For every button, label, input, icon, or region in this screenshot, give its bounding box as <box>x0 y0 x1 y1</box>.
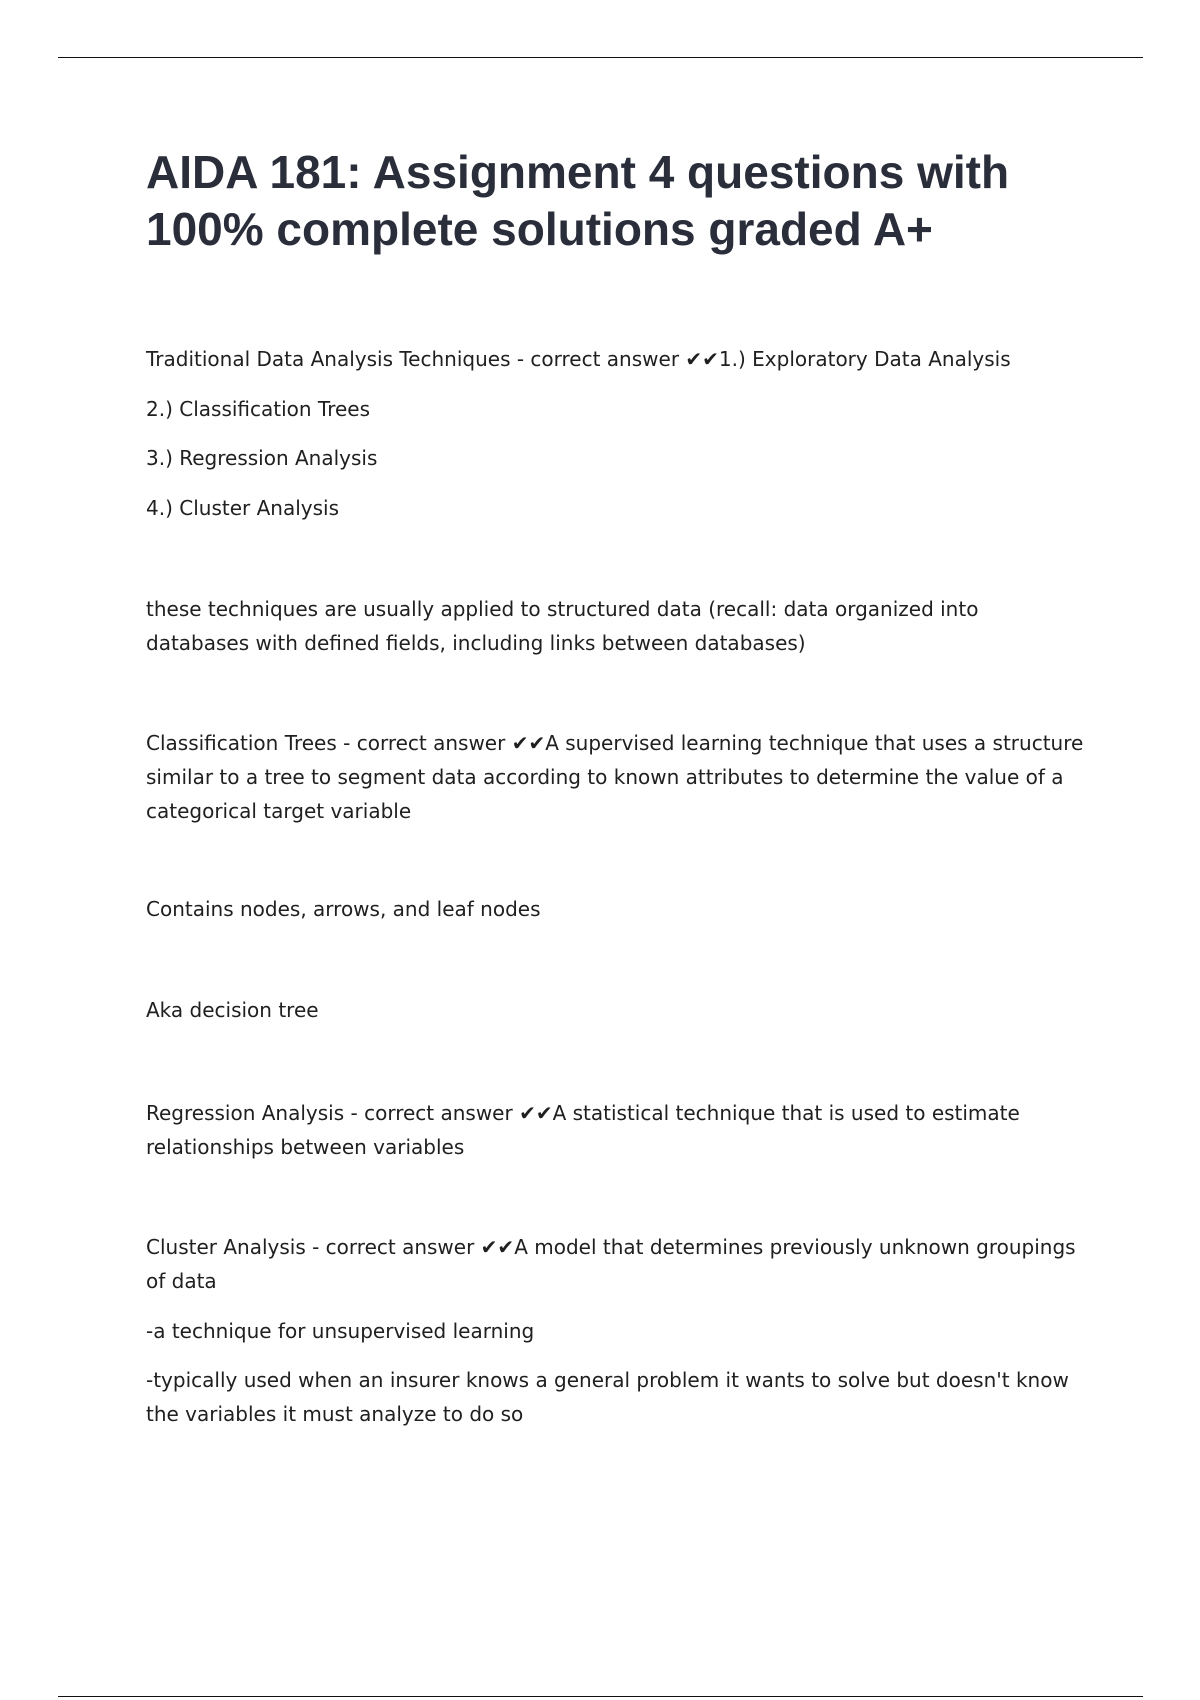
answer: A supervised learning technique that uses a structure similar to a tree to segment data according to known attributes to determine the value of a categorical target variable <box>146 731 1084 823</box>
flashcard-cluster-analysis <box>146 1230 1096 1431</box>
term: Traditional Data Analysis Techniques <box>146 347 511 371</box>
list-item: -typically used when an insurer knows a general problem it wants to solve but doesn't know the variables it must analyze to do so <box>146 1368 1069 1426</box>
answer: A model that determines previously unknown groupings of data <box>146 1235 1076 1293</box>
bottom-rule <box>58 1696 1143 1697</box>
separator: - correct answer <box>305 1235 481 1259</box>
question-line <box>146 726 1086 828</box>
top-rule <box>58 57 1143 58</box>
answer: A statistical technique that is used to estimate relationships between variables <box>146 1101 1020 1159</box>
list-item: 4.) Cluster Analysis <box>146 496 339 520</box>
page-title: AIDA 181: Assignment 4 questions with 100% complete solutions graded A+ <box>146 146 1010 255</box>
term: Regression Analysis <box>146 1101 345 1125</box>
term: Cluster Analysis <box>146 1235 306 1259</box>
check-icon: ✔✔ <box>480 1235 515 1259</box>
flashcard-classification-trees <box>146 726 1096 1022</box>
note: Aka decision tree <box>146 998 319 1022</box>
document-body <box>146 144 1096 1426</box>
flashcard-regression-analysis <box>146 1096 1096 1164</box>
question-line <box>146 1230 1096 1298</box>
separator: - correct answer <box>510 347 686 371</box>
question-line <box>146 342 1096 376</box>
note: Contains nodes, arrows, and leaf nodes <box>146 897 541 921</box>
check-icon: ✔✔ <box>685 347 719 371</box>
term: Classification Trees <box>146 731 337 755</box>
separator: - correct answer <box>344 1101 520 1125</box>
list-item: 3.) Regression Analysis <box>146 446 378 470</box>
check-icon: ✔✔ <box>511 731 546 755</box>
flashcard-traditional-techniques <box>146 342 1096 660</box>
check-icon: ✔✔ <box>519 1101 553 1125</box>
list-item: 2.) Classification Trees <box>146 397 371 421</box>
list-item: -a technique for unsupervised learning <box>146 1319 535 1343</box>
separator: - correct answer <box>336 731 512 755</box>
note: these techniques are usually applied to structured data (recall: data organized into databases with defined fields, including links between databases) <box>146 597 979 655</box>
question-line <box>146 1096 1046 1164</box>
answer: 1.) Exploratory Data Analysis <box>718 347 1011 371</box>
